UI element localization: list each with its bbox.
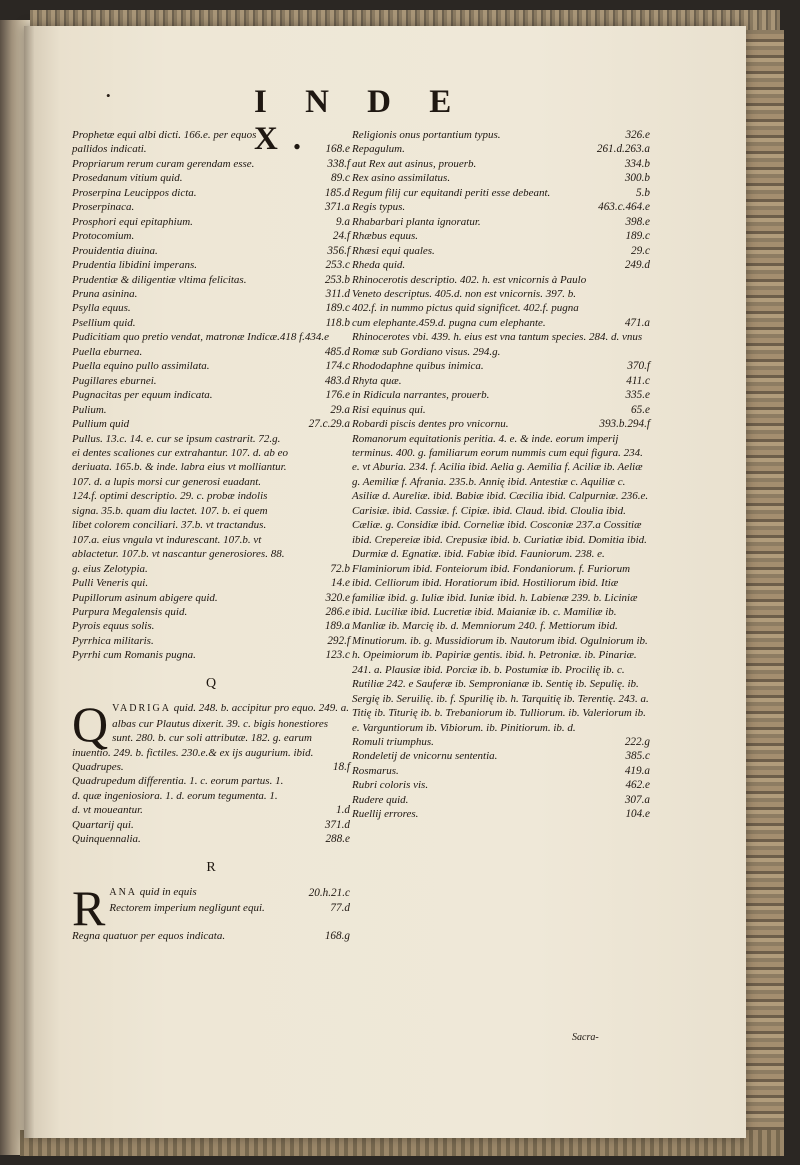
entry-page-ref: 253.b [324, 273, 350, 286]
entry-text: Pupillorum asinum abigere quid. [72, 591, 218, 604]
entry-text: Rondeletij de vnicornu sententia. [352, 750, 498, 763]
index-entry [352, 244, 650, 258]
index-entry [72, 287, 350, 301]
index-entry [72, 619, 350, 633]
entry-text: Quartarij qui. [72, 818, 134, 831]
entry-text: Rhæsi equi quales. [352, 244, 435, 257]
index-entry [352, 330, 650, 359]
index-entry [352, 142, 650, 156]
entry-text: Rhyta quæ. [352, 374, 402, 387]
entry-page-ref: 261.d.263.a [596, 143, 650, 156]
entry-text: Pugillares eburnei. [72, 374, 157, 387]
entry-text: Pulium. [72, 403, 107, 416]
entry-text: Pugnacitas per equum indicata. [72, 389, 213, 402]
entry-page-ref: 176.e [325, 389, 350, 402]
index-entry [72, 244, 350, 258]
index-entry [72, 157, 350, 171]
index-entry [352, 793, 650, 807]
entry-page-ref: 338.f [327, 157, 350, 170]
index-entry [72, 229, 350, 243]
entry-page-ref: 307.a [624, 793, 650, 806]
index-entry [352, 388, 650, 402]
entry-page-ref: 462.e [625, 779, 650, 792]
entry-page-ref: 326.e [625, 129, 650, 141]
entry-page-ref: 24.f [332, 230, 350, 243]
index-column-right [352, 128, 650, 822]
index-entry [72, 591, 350, 605]
index-entry [72, 316, 350, 330]
entry-text: Regna quatuor per equos indicata. [72, 930, 226, 943]
entry-page-ref: 471.a [624, 316, 650, 329]
index-entry [72, 388, 350, 402]
index-entry [352, 432, 650, 736]
index-entry [352, 403, 650, 417]
entry-text: Puella equino pullo assimilata. [72, 360, 210, 373]
entry-page-ref: 77.d [330, 901, 350, 914]
entry-text: Rubri coloris vis. [352, 779, 429, 792]
index-entry [72, 901, 350, 915]
entry-page-ref: 485.d [324, 345, 350, 358]
entry-page-ref: 385.c [625, 750, 650, 763]
entry-text: Protocomium. [72, 230, 135, 243]
entry-page-ref: 168.g [324, 930, 350, 943]
index-entry [352, 374, 650, 388]
entry-page-ref: 104.e [625, 808, 650, 821]
index-entry [352, 200, 650, 214]
index-entry [72, 417, 350, 431]
index-entry [72, 171, 350, 185]
entry-text: Puella eburnea. [72, 345, 143, 358]
q-section-lead-entry [72, 696, 350, 760]
entry-text: Pullium quid [72, 418, 130, 431]
entry-text: Repagulum. [352, 143, 405, 156]
q-lead-word: VADRIGA [112, 703, 171, 715]
entry-text: Rectorem imperium negligunt equi. [109, 901, 265, 914]
entry-page-ref: 72.b [330, 562, 350, 575]
entry-page-ref: 29.a [330, 403, 350, 416]
index-entry [72, 258, 350, 272]
entry-page-ref: 292.f [327, 634, 350, 647]
entry-text: Prosphori equi epitaphium. [72, 215, 193, 228]
entry-page-ref: 371.a [324, 201, 350, 214]
entry-page-ref: 9.a [336, 215, 350, 228]
entry-page-ref: 65.e [631, 403, 650, 416]
entry-text: Quadrupes. [72, 761, 124, 774]
q-entries-list [72, 760, 350, 847]
index-entry [352, 807, 650, 821]
index-entry [72, 186, 350, 200]
entry-text: Pyrois equus solis. [72, 620, 155, 633]
index-entry [72, 403, 350, 417]
entry-text: Ruellij errores. [352, 808, 419, 821]
entry-text: Rudere quid. [352, 793, 409, 806]
entry-page-ref: 398.e [625, 215, 650, 228]
index-entry [72, 929, 350, 943]
entry-page-ref: 393.b.294.f [599, 418, 650, 431]
entry-page-ref: 356.f [327, 244, 350, 257]
page-gutter [24, 26, 34, 1138]
entry-page-ref: 483.d [324, 374, 350, 387]
r-entries-list [72, 929, 350, 943]
entry-text: Prudentia libidini imperans. [72, 259, 197, 272]
entry-page-ref: 29.c [631, 244, 650, 257]
entry-text: Propriarum rerum curam gerendam esse. [72, 157, 255, 170]
q-lead-text: quid. 248. b. accipitur pro equo. 249. a. albas cur Plautus dixerit. 39. c. bigis honestiores sunt. 280. b. cur soli attributæ. 182. g. earum inuentio. 249. b. fictiles. 230.e.& ex ijs augurium. ibid. [72, 702, 349, 759]
entry-text: Pyrrhi cum Romanis pugna. [72, 649, 196, 662]
entry-page-ref: 189.a [324, 620, 350, 633]
entry-text: Rhæbus equus. [352, 230, 418, 243]
entry-page-ref: 419.a [624, 764, 650, 777]
entry-text: Purpura Megalensis quid. [72, 605, 188, 618]
index-entry [72, 885, 350, 900]
entry-text: Regis typus. [352, 201, 406, 214]
entry-page-ref: 253.c [325, 259, 350, 272]
entry-page-ref: 189.c [325, 302, 350, 315]
entry-text: Rosmarus. [352, 764, 399, 777]
index-entry [352, 157, 650, 171]
index-entry [352, 128, 650, 142]
entry-page-ref: 89.c [331, 172, 350, 185]
index-entry [352, 778, 650, 792]
index-entry [72, 576, 350, 590]
entry-text: Rhabarbari planta ignoratur. [352, 215, 481, 228]
index-entry [352, 764, 650, 778]
entry-page-ref: 463.c.464.e [598, 201, 650, 214]
index-entry [352, 735, 650, 749]
r-lead-word: ANA [109, 887, 138, 899]
entry-page-ref: 411.c [626, 374, 650, 387]
entry-page-ref: 311.d [325, 287, 350, 300]
entry-text: Quinquennalia. [72, 833, 141, 846]
index-entry [72, 128, 350, 157]
entry-page-ref: 18.f [332, 761, 350, 774]
entry-text: Proserpinaca. [72, 201, 135, 214]
entry-text: Rhinocerotis descriptio. 402. h. est vnicornis à Paulo Veneto descriptus. 405.d. non est vnicornis. 397. b. 402.f. in nummo pictus quid significet. 402.f. pugna cum elephante.459.d. pugna cum elephante. [352, 273, 587, 329]
index-entry [352, 359, 650, 373]
entry-text: Quadrupedum differentia. 1. c. eorum partus. 1. d. quæ ingeniosiora. 1. d. eorum tegumenta. 1. d. vt moueantur. [72, 775, 284, 817]
entry-text: Romanorum equitationis peritia. 4. e. & inde. eorum imperij terminus. 400. g. familiarum eorum nummis cum equi figura. 234. e. vt Aburia. 234. f. Acilia ibid. Aelia g. Aemilia f. Aciliæ ib. Aeliæ g. Aemiliæ f. Afrania. 235.b. Annię ibid. Antestiæ c. Aquiliæ c. Asiliæ d. Aureliæ. ibid. Babiæ ibid. Cæcilia ibid. Calpurniæ. 236.e. Carisiæ. ibid. Cassiæ. f. Cipiæ. ibid. Claud. ibid. Cloulia ibid. Cæliæ. g. Considiæ ibid. Corneliæ ibid. Cosconiæ 237.a Cossitiæ ibid. Crepereiæ ibid. Crepusiæ ibid. b. Curiatiæ ibid. Domitia ibid. Durmiæ d. Egnatiæ. ibid. Fabiæ ibid. Fauniorum. 238. e. Flaminiorum ibid. Fonteiorum ibid. Fondaniorum. f. Furiorum ibid. Celliorum ibid. Horatiorum ibid. Hostiliorum ibid. Itiæ familiæ ibid. g. Iuliæ ibid. Iuniæ ibid. h. Labienæ 239. b. Liciniæ ibid. Luciliæ ibid. Lucretiæ ibid. Maianiæ ib. c. Mamiliæ ib. Manliæ ib. Marcię ib. d. Memniorum 240. f. Mettiorum ibid. Minutiorum. ib. g. Mussidiorum ib. Nautorum ibid. Ogulniorum ib. h. Opeimiorum ib. Papiriæ gentis. ibid. h. Petroniæ. ib. Pinariæ. 241. a. Plausiæ ibid. Porciæ ib. b. Postumiæ ib. Procilię ib. c. Rutiliæ 242. e Sauferæ ib. Sempronianæ ib. Sentię ib. Sepulię. ib. Sergię ib. Seruilię. ib. f. Spurilię ib. h. Tarquitię ib. Terentię. 243. a. Titię ib. Titurię ib. b. Trebaniorum ib. Tulliorum. ib. Valeriorum ib. e. Varguntiorum ib. Vibiorum. ib. Pinitiorum. ib. d. [352, 432, 649, 734]
index-entry [352, 417, 650, 431]
entry-text: Rheda quid. [352, 259, 406, 272]
index-entry [72, 345, 350, 359]
entry-page-ref: 1.d [336, 804, 350, 817]
entry-page-ref: 189.c [625, 230, 650, 243]
index-entry [72, 273, 350, 287]
index-entry [72, 374, 350, 388]
entry-page-ref: 249.d [624, 259, 650, 272]
catchword: Sacra- [572, 1032, 599, 1043]
entry-page-ref: 288.e [325, 833, 350, 846]
entry-text: Pruna asinina. [72, 287, 138, 300]
entry-page-ref: 185.d [324, 186, 350, 199]
right-entries-list [352, 128, 650, 822]
entry-page-ref: 20.h.21.c [308, 887, 350, 900]
entry-page-ref: 123.c [325, 649, 350, 662]
entry-page-ref: 370.f [627, 360, 650, 373]
printer-mark: • [106, 88, 111, 103]
entry-text: Pyrrhica militaris. [72, 634, 154, 647]
entry-page-ref: 5.b [636, 186, 650, 199]
entry-text: quid in equis [139, 886, 197, 899]
index-entry [72, 359, 350, 373]
entry-text: Psellium quid. [72, 316, 136, 329]
entry-text: Prouidentia diuina. [72, 244, 158, 257]
index-entry [72, 760, 350, 774]
entry-page-ref: 371.d [324, 818, 350, 831]
entry-page-ref: 300.b [624, 172, 650, 185]
index-entry [72, 818, 350, 832]
index-entry [72, 634, 350, 648]
entry-text: Rhododaphne quibus inimica. [352, 360, 484, 373]
index-entry [72, 648, 350, 662]
entry-text: Rex asino assimilatus. [352, 172, 451, 185]
entry-text: in Ridicula narrantes, prouerb. [352, 389, 490, 402]
entry-text: Risi equinus qui. [352, 403, 426, 416]
entry-text: Rhinocerotes vbi. 439. h. eius est vna tantum species. 284. d. vnus Romæ sub Gordiano visus. 294.g. [352, 331, 643, 358]
index-entry [352, 215, 650, 229]
drop-cap-r: R [72, 880, 106, 937]
entry-text: Psylla equus. [72, 302, 131, 315]
section-heading-q: Q [205, 675, 217, 691]
index-entry [72, 774, 350, 817]
entry-page-ref: 118.b [325, 316, 350, 329]
entry-page-ref: 27.c.29.a [308, 418, 350, 431]
entry-text: Prudentiæ & diligentiæ vltima felicitas. [72, 273, 247, 286]
entry-text: Pudicitiam quo pretio vendat, matronæ Indicæ.418 f.434.e [72, 331, 330, 344]
index-entry [72, 200, 350, 214]
left-entries-list [72, 128, 350, 663]
entry-text: Pulli Veneris qui. [72, 577, 149, 590]
index-column-left [72, 128, 350, 944]
entry-text: Romuli triumphus. [352, 736, 434, 749]
entry-page-ref: 286.e [325, 605, 350, 618]
entry-text: Religionis onus portantium typus. [352, 129, 501, 141]
index-entry [72, 330, 350, 344]
entry-text: aut Rex aut asinus, prouerb. [352, 157, 477, 170]
index-entry [72, 832, 350, 846]
index-page [24, 26, 746, 1138]
entry-text: Regum filij cur equitandi periti esse debeant. [352, 186, 551, 199]
entry-text: Pullus. 13.c. 14. e. cur se ipsum castrarit. 72.g. ei dentes scaliones cur extrahantur. 107. d. ab eo deriuata. 165.b. & inde. labra eius vt molliantur. 107. d. a lupis morsi cur generosi euadant. 124.f. optimi descriptio. 29. c. probæ indolis signa. 35.b. quam diu lactet. 107. b. ei quem libet colorem conciliari. 37.b. vt tractandus. 107.a. eius vngula vt indurescant. 107.b. vt ablactetur. 107.b. vt nascantur generosiores. 88. g. eius Zelotypia. [72, 432, 288, 575]
entry-page-ref: 168.e [325, 143, 350, 156]
entry-page-ref: 334.b [624, 157, 650, 170]
entry-page-ref: 335.e [625, 389, 650, 402]
entry-text: Robardi piscis dentes pro vnicornu. [352, 418, 509, 431]
entry-page-ref: 320.e [325, 591, 350, 604]
entry-page-ref: 14.e [331, 577, 350, 590]
index-entry [72, 301, 350, 315]
entry-text: Prosedanum vitium quid. [72, 172, 183, 185]
entry-page-ref: 174.c [325, 360, 350, 373]
page-title: I N D E X. [254, 84, 467, 157]
index-entry [352, 749, 650, 763]
index-entry [72, 432, 350, 577]
index-entry [72, 605, 350, 619]
entry-text: Proserpina Leucippos dicta. [72, 186, 197, 199]
drop-cap-q: Q [72, 696, 109, 753]
index-entry [352, 171, 650, 185]
index-entry [352, 186, 650, 200]
entry-text: Prophetæ equi albi dicti. 166.e. per equos pallidos indicati. [72, 129, 257, 156]
index-entry [352, 273, 650, 331]
index-entry [352, 229, 650, 243]
index-entry [352, 258, 650, 272]
index-entry [72, 215, 350, 229]
section-heading-r: R [206, 859, 216, 875]
entry-page-ref: 222.g [624, 736, 650, 749]
